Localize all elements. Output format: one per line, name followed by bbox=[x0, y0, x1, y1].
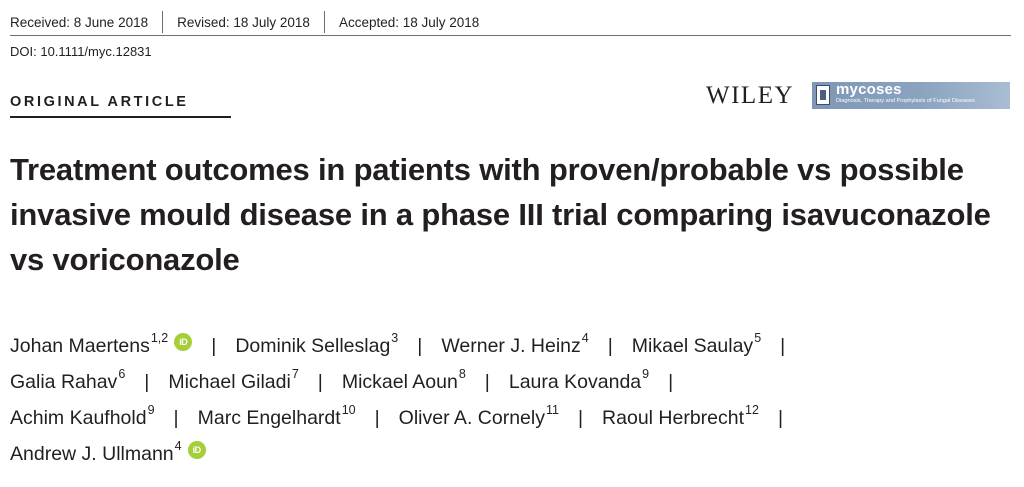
author-separator: | bbox=[577, 406, 584, 429]
author-name[interactable]: Werner J. Heinz bbox=[441, 334, 581, 357]
author-name[interactable]: Andrew J. Ullmann bbox=[10, 442, 174, 465]
author-separator: | bbox=[484, 370, 490, 393]
author-separator: | bbox=[173, 406, 179, 429]
revised-date: Revised: 18 July 2018 bbox=[177, 14, 310, 30]
author-name[interactable]: Galia Rahav bbox=[10, 370, 118, 393]
article-dates bbox=[10, 11, 479, 33]
author-name[interactable]: Johan Maertens bbox=[10, 334, 150, 357]
article-type: ORIGINAL ARTICLE bbox=[10, 94, 189, 110]
accepted-date: Accepted: 18 July 2018 bbox=[338, 14, 480, 30]
journal-banner bbox=[812, 82, 1010, 109]
article-title: Treatment outcomes in patients with proven/probable vs possible invasive mould disease in a phase III trial comparing isavuconazole vs voriconazole bbox=[10, 152, 991, 277]
author-name[interactable]: Laura Kovanda bbox=[508, 370, 642, 393]
author-separator: | bbox=[668, 370, 674, 393]
article-type-underline bbox=[10, 116, 231, 118]
author-line bbox=[10, 400, 1015, 436]
author-line bbox=[10, 436, 1015, 472]
author-name[interactable]: Oliver A. Cornely bbox=[398, 406, 545, 429]
author-affiliation: 9 bbox=[642, 367, 650, 381]
received-date: Received: 8 June 2018 bbox=[10, 14, 149, 30]
author-affiliation: 4 bbox=[174, 439, 182, 453]
orcid-icon[interactable]: iD bbox=[188, 441, 206, 459]
date-divider bbox=[324, 11, 325, 33]
author-list bbox=[10, 328, 1015, 472]
author-affiliation: 7 bbox=[291, 367, 299, 381]
author-line bbox=[10, 364, 1015, 400]
journal-name: mycoses bbox=[836, 82, 902, 98]
author-separator: | bbox=[607, 334, 613, 357]
journal-tagline: Diagnosis, Therapy and Prophylaxis of Fungal Diseases bbox=[836, 98, 975, 104]
author-name[interactable]: Mikael Saulay bbox=[631, 334, 754, 357]
author-affiliation: 1,2 bbox=[150, 331, 169, 345]
author-name[interactable]: Achim Kaufhold bbox=[10, 406, 147, 429]
author-separator: | bbox=[417, 334, 423, 357]
header-divider bbox=[10, 35, 1011, 36]
orcid-icon[interactable]: iD bbox=[174, 333, 192, 351]
author-affiliation: 4 bbox=[581, 331, 589, 345]
author-affiliation: 9 bbox=[147, 403, 155, 417]
author-separator: | bbox=[211, 334, 217, 357]
author-name[interactable]: Michael Giladi bbox=[168, 370, 291, 393]
author-name[interactable]: Dominik Selleslag bbox=[235, 334, 391, 357]
doi[interactable]: DOI: 10.1111/myc.12831 bbox=[10, 44, 152, 59]
author-affiliation: 8 bbox=[458, 367, 466, 381]
wiley-logo: WILEY bbox=[706, 82, 795, 109]
journal-cover-icon bbox=[816, 85, 830, 105]
author-affiliation: 12 bbox=[745, 403, 759, 417]
author-separator: | bbox=[317, 370, 323, 393]
author-name[interactable]: Raoul Herbrecht bbox=[602, 406, 745, 429]
author-affiliation: 5 bbox=[754, 331, 762, 345]
author-affiliation: 6 bbox=[118, 367, 126, 381]
author-separator: | bbox=[780, 334, 786, 357]
author-affiliation: 10 bbox=[341, 403, 356, 417]
author-line bbox=[10, 328, 1015, 364]
date-divider bbox=[162, 11, 163, 33]
author-affiliation: 11 bbox=[545, 403, 559, 417]
author-name[interactable]: Mickael Aoun bbox=[341, 370, 458, 393]
author-separator: | bbox=[374, 406, 380, 429]
author-separator: | bbox=[777, 406, 784, 429]
author-separator: | bbox=[144, 370, 150, 393]
author-affiliation: 3 bbox=[391, 331, 399, 345]
author-name[interactable]: Marc Engelhardt bbox=[197, 406, 341, 429]
